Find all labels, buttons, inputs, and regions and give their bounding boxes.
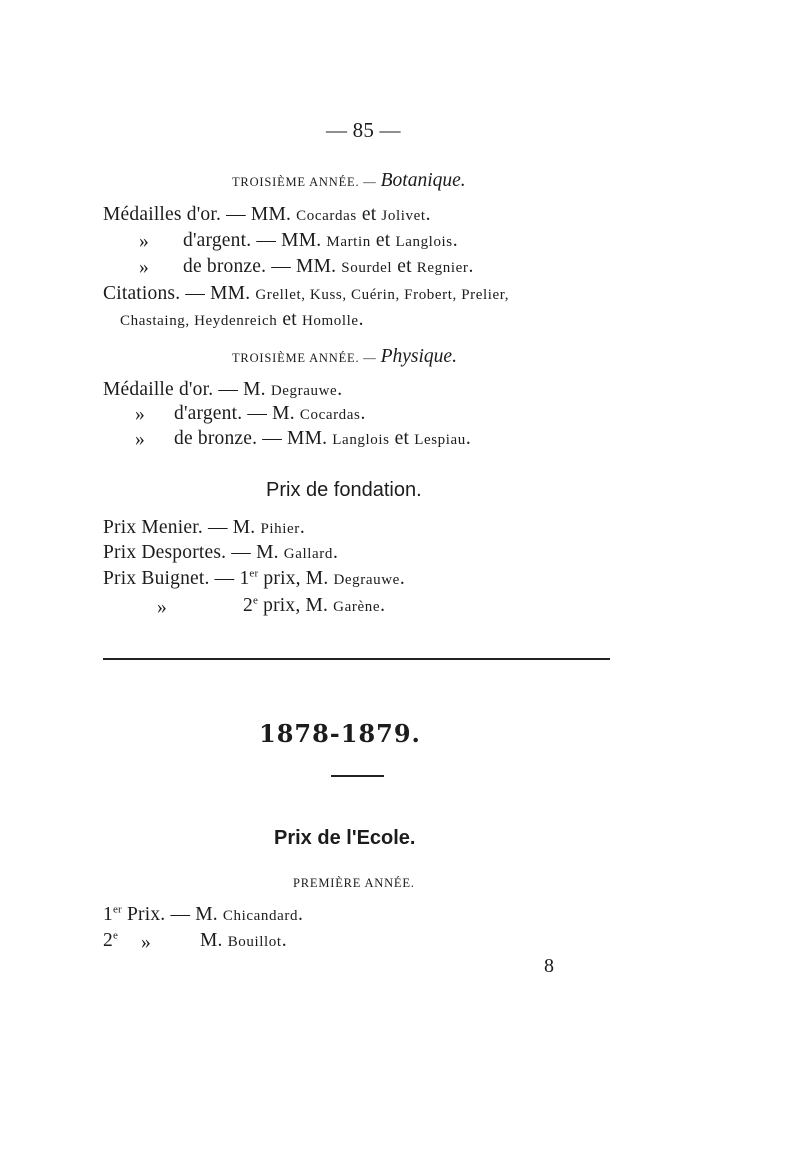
prize-number: 2 <box>103 930 113 951</box>
laureate-name: Garène <box>333 599 381 615</box>
award-line <box>174 429 471 449</box>
punctuation: . <box>399 568 405 589</box>
punctuation: . <box>425 204 431 225</box>
prize-number: 2 <box>243 595 253 616</box>
prize-label: Prix Desportes. — M. <box>103 542 284 563</box>
award-line <box>183 257 474 277</box>
punctuation: . <box>281 930 287 951</box>
punctuation: . <box>360 403 366 424</box>
award-line <box>103 380 342 400</box>
award-line <box>103 205 431 225</box>
prize-label: M. <box>200 930 228 951</box>
prize-line-desportes <box>103 543 338 563</box>
laureate-name: Langlois <box>395 234 453 250</box>
punctuation: . <box>332 542 339 563</box>
prize-number: 1 <box>103 904 113 925</box>
ditto-mark: » <box>141 932 151 953</box>
prize-rank: prix, M. <box>258 595 334 616</box>
laureate-name: Pihier <box>260 521 300 537</box>
award-label: Médailles d'or. — MM. <box>103 204 297 225</box>
ecole-subheading: PREMIÈRE ANNÉE. <box>293 876 415 890</box>
prize-label: Prix Buignet. — 1 <box>103 568 250 589</box>
prize-label: Prix Menier. — M. <box>103 517 261 538</box>
ordinal-suffix: e <box>252 594 259 607</box>
ordinal-suffix: e <box>112 929 119 942</box>
ditto-mark: » <box>139 231 149 252</box>
ecole-prize-line-first <box>103 905 303 925</box>
heading-prefix: TROISIÈME ANNÉE. — <box>232 351 377 365</box>
award-label: de bronze. — MM. <box>174 428 333 449</box>
ecole-prize-line-second <box>200 931 287 951</box>
short-rule <box>331 775 384 777</box>
prize-label: Prix. — M. <box>121 904 223 925</box>
laureate-name: Regnier <box>416 260 469 276</box>
laureate-name: Chicandard <box>222 908 299 924</box>
punctuation: . <box>299 517 305 538</box>
ecole-heading: Prix de l'Ecole. <box>274 827 416 849</box>
citations-label: Citations. — MM. <box>103 283 256 304</box>
punctuation: . <box>465 428 471 449</box>
ditto-mark: » <box>139 257 149 278</box>
laureate-name: Jolivet <box>381 208 426 224</box>
laureate-names: Chastaing, Heydenreich <box>120 313 278 329</box>
laureate-name: Martin <box>326 234 371 250</box>
prize-rank: prix, M. <box>258 568 334 589</box>
laureate-name: Bouillot <box>227 934 282 950</box>
punctuation: . <box>358 309 364 330</box>
ordinal-suffix: er <box>249 567 259 580</box>
punctuation: . <box>298 904 304 925</box>
conjunction: et <box>356 204 382 225</box>
conjunction: et <box>389 428 415 449</box>
punctuation: . <box>452 230 458 251</box>
page-number: — 85 — <box>326 118 401 142</box>
conjunction: et <box>392 256 417 277</box>
punctuation: . <box>468 256 474 277</box>
award-label: Médaille d'or. — M. <box>103 379 271 400</box>
signature-mark: 8 <box>544 955 555 977</box>
section-heading-botanique <box>232 170 466 192</box>
laureate-name: Langlois <box>332 432 390 448</box>
laureate-name: Sourdel <box>341 260 393 276</box>
ditto-mark: » <box>157 597 167 618</box>
fondation-heading: Prix de fondation. <box>266 479 422 501</box>
ecole-prize-number-second <box>103 931 118 951</box>
section-divider-rule <box>103 658 610 660</box>
conjunction: et <box>277 309 302 330</box>
citations-line <box>103 284 509 304</box>
heading-prefix: TROISIÈME ANNÉE. — <box>232 175 377 189</box>
section-heading-physique <box>232 346 457 368</box>
prize-line-menier <box>103 518 305 538</box>
award-label: d'argent. — M. <box>174 403 300 424</box>
year-heading: 1878-1879. <box>259 719 421 748</box>
laureate-name: Lespiau <box>414 432 466 448</box>
punctuation: . <box>337 379 343 400</box>
laureate-name: Cocardas <box>299 407 361 423</box>
citations-line-continued <box>120 310 364 330</box>
award-label: d'argent. — MM. <box>183 230 327 251</box>
conjunction: et <box>370 230 396 251</box>
laureate-names: Grellet, Kuss, Cuérin, Frobert, Prelier, <box>255 287 510 303</box>
ditto-mark: » <box>135 404 145 425</box>
award-label: de bronze. — MM. <box>183 256 342 277</box>
laureate-name: Gallard <box>283 546 333 562</box>
heading-subject: Botanique. <box>380 170 466 191</box>
award-line <box>183 231 458 251</box>
award-line <box>174 404 366 424</box>
laureate-name: Cocardas <box>296 208 357 224</box>
laureate-name: Homolle <box>301 313 359 329</box>
laureate-name: Degrauwe <box>333 572 400 588</box>
punctuation: . <box>380 595 386 616</box>
heading-subject: Physique. <box>380 346 457 367</box>
prize-line-buignet-second <box>243 596 385 616</box>
ditto-mark: » <box>135 429 145 450</box>
ordinal-suffix: er <box>112 903 122 916</box>
prize-line-buignet <box>103 569 405 589</box>
laureate-name: Degrauwe <box>270 383 338 399</box>
